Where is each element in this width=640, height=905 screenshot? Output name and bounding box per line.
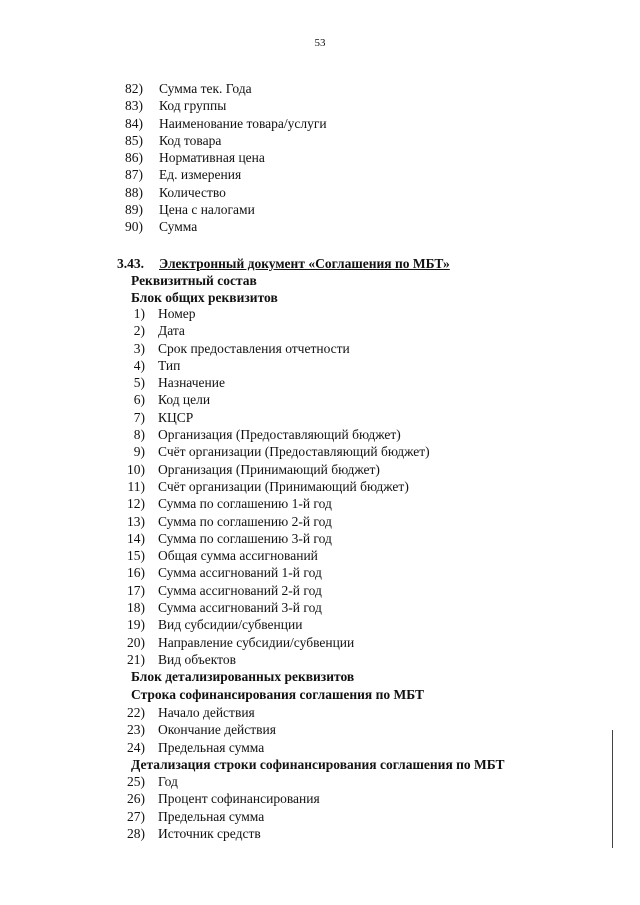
list-text: Номер <box>158 306 196 321</box>
list-text: Начало действия <box>158 705 255 720</box>
list-number-wrap <box>0 651 154 668</box>
list-number: 1) <box>133 306 145 321</box>
list-number-wrap <box>0 530 154 547</box>
list-text: Сумма по соглашению 2-й год <box>158 513 332 529</box>
list-item <box>0 478 640 495</box>
list-item <box>0 513 640 530</box>
list-item <box>0 166 640 183</box>
list-text: Код товара <box>159 132 222 148</box>
list-number: 90) <box>125 219 143 235</box>
section-number: 3.43. <box>117 256 144 271</box>
list-number: 11) <box>127 478 145 494</box>
list-number: 87) <box>125 167 143 183</box>
list-number-wrap <box>0 391 154 408</box>
list-number-wrap <box>0 426 154 443</box>
list-number-wrap <box>0 115 152 132</box>
list-item <box>0 409 640 426</box>
list-number-wrap <box>0 825 154 842</box>
list-number-wrap <box>0 599 154 616</box>
list-text: Год <box>158 774 178 789</box>
list-number-wrap <box>0 790 154 807</box>
list-text: Назначение <box>158 375 225 391</box>
list-item <box>0 115 640 132</box>
list-number-wrap <box>0 218 152 235</box>
list-item <box>0 391 640 408</box>
list-text: Общая сумма ассигнований <box>158 548 318 564</box>
list-item <box>0 651 640 668</box>
section-subtitle: Реквизитный состав <box>131 273 257 288</box>
list-number: 85) <box>125 132 143 148</box>
detail-row-heading: Детализация строки софинансирования соглашения по МБТ <box>131 757 505 772</box>
list-text: Предельная сумма <box>158 739 265 755</box>
list-item <box>0 305 640 322</box>
detail-items-list <box>0 773 640 842</box>
list-text: Дата <box>158 323 185 339</box>
list-item <box>0 426 640 443</box>
list-number: 14) <box>127 530 145 546</box>
list-number-wrap <box>0 322 154 339</box>
list-text: Организация (Предоставляющий бюджет) <box>158 427 401 443</box>
block-detailed-heading: Блок детализированных реквизитов <box>131 669 355 684</box>
list-number: 5) <box>133 375 145 391</box>
list-number: 83) <box>125 98 143 114</box>
list-item <box>0 322 640 339</box>
list-number-wrap <box>0 305 154 322</box>
list-number-wrap <box>0 564 154 581</box>
list-number-wrap <box>0 184 152 201</box>
list-number-wrap <box>0 201 152 218</box>
list-text: Сумма по соглашению 3-й год <box>158 530 332 546</box>
list-number-wrap <box>0 513 154 530</box>
list-number-wrap <box>0 704 154 721</box>
list-text: Сумма ассигнований 3-й год <box>158 600 322 616</box>
list-number: 6) <box>133 392 145 408</box>
list-text: Код группы <box>159 98 227 114</box>
list-text: Ед. измерения <box>159 167 242 183</box>
list-number: 19) <box>127 617 145 633</box>
list-number-wrap <box>0 634 154 651</box>
list-text: Организация (Принимающий бюджет) <box>158 461 380 477</box>
list-item <box>0 790 640 807</box>
cofinancing-items-list <box>0 704 640 756</box>
list-number: 8) <box>133 427 145 443</box>
margin-line <box>612 730 613 848</box>
list-item <box>0 97 640 114</box>
list-number-wrap <box>0 132 152 149</box>
list-number: 7) <box>133 409 145 425</box>
list-text: Сумма ассигнований 2-й год <box>158 582 322 598</box>
list-item <box>0 825 640 842</box>
list-item <box>0 616 640 633</box>
list-number: 4) <box>133 357 145 373</box>
list-text: Наименование товара/услуги <box>159 115 327 131</box>
list-number: 82) <box>125 81 143 96</box>
list-number: 15) <box>127 548 145 564</box>
list-number: 9) <box>133 444 145 460</box>
list-text: Сумма <box>159 219 198 235</box>
list-text: Направление субсидии/субвенции <box>158 634 355 650</box>
list-number: 21) <box>127 651 145 667</box>
list-number-wrap <box>0 80 152 97</box>
list-number: 28) <box>127 825 145 841</box>
list-item <box>0 184 640 201</box>
list-item <box>0 773 640 790</box>
list-item <box>0 530 640 547</box>
list-number-wrap <box>0 166 152 183</box>
list-number-wrap <box>0 374 154 391</box>
list-number: 27) <box>127 808 145 824</box>
list-item <box>0 721 640 738</box>
list-item <box>0 564 640 581</box>
list-text: Окончание действия <box>158 722 276 738</box>
list-text: Вид объектов <box>158 651 236 667</box>
list-text: Цена с налогами <box>159 202 255 218</box>
top-list <box>0 80 640 236</box>
list-number: 88) <box>125 184 143 200</box>
list-number: 3) <box>133 340 145 356</box>
list-number-wrap <box>0 149 152 166</box>
list-number: 10) <box>127 461 145 477</box>
list-item <box>0 704 640 721</box>
list-item <box>0 495 640 512</box>
list-number-wrap <box>0 721 154 738</box>
list-text: Срок предоставления отчетности <box>158 340 350 356</box>
list-item <box>0 218 640 235</box>
list-number: 89) <box>125 202 143 218</box>
list-item <box>0 461 640 478</box>
list-number: 24) <box>127 739 145 755</box>
list-text: Предельная сумма <box>158 808 265 824</box>
general-items-list <box>0 305 640 668</box>
list-number: 2) <box>133 323 145 339</box>
list-text: КЦСР <box>158 409 194 425</box>
list-text: Нормативная цена <box>159 150 265 166</box>
list-number-wrap <box>0 461 154 478</box>
block-general-heading: Блок общих реквизитов <box>131 290 278 305</box>
list-item <box>0 80 640 97</box>
list-number-wrap <box>0 808 154 825</box>
list-number-wrap <box>0 443 154 460</box>
list-number: 26) <box>127 791 145 807</box>
list-item <box>0 374 640 391</box>
list-text: Сумма по соглашению 1-й год <box>158 496 332 512</box>
list-item <box>0 201 640 218</box>
list-text: Источник средств <box>158 825 261 841</box>
list-text: Счёт организации (Предоставляющий бюджет) <box>158 444 430 460</box>
list-number-wrap <box>0 739 154 756</box>
list-item <box>0 340 640 357</box>
list-number-wrap <box>0 773 154 790</box>
list-number: 16) <box>127 565 145 581</box>
list-number: 86) <box>125 150 143 166</box>
list-text: Процент софинансирования <box>158 791 320 807</box>
list-item <box>0 634 640 651</box>
list-number: 22) <box>127 705 145 720</box>
cofinancing-row-heading: Строка софинансирования соглашения по МБТ <box>131 687 424 702</box>
list-text: Тип <box>158 357 181 373</box>
list-item <box>0 132 640 149</box>
list-number: 18) <box>127 600 145 616</box>
list-number: 17) <box>127 582 145 598</box>
list-number-wrap <box>0 582 154 599</box>
list-number: 20) <box>127 634 145 650</box>
list-item <box>0 149 640 166</box>
list-text: Количество <box>159 184 226 200</box>
list-item <box>0 443 640 460</box>
list-item <box>0 357 640 374</box>
list-number-wrap <box>0 340 154 357</box>
list-number-wrap <box>0 97 152 114</box>
list-number-wrap <box>0 357 154 374</box>
list-number: 13) <box>127 513 145 529</box>
list-item <box>0 547 640 564</box>
section-heading <box>117 256 450 272</box>
page-number: 53 <box>314 37 326 49</box>
list-item <box>0 808 640 825</box>
list-item <box>0 582 640 599</box>
list-number-wrap <box>0 616 154 633</box>
list-text: Счёт организации (Принимающий бюджет) <box>158 478 409 494</box>
list-text: Сумма тек. Года <box>159 81 252 96</box>
section-title: Электронный документ «Соглашения по МБТ» <box>159 256 450 271</box>
list-number-wrap <box>0 409 154 426</box>
list-number: 25) <box>127 774 145 789</box>
list-number-wrap <box>0 495 154 512</box>
list-text: Сумма ассигнований 1-й год <box>158 565 322 581</box>
list-number: 23) <box>127 722 145 738</box>
list-text: Код цели <box>158 392 211 408</box>
list-item <box>0 599 640 616</box>
list-number-wrap <box>0 478 154 495</box>
list-item <box>0 739 640 756</box>
list-text: Вид субсидии/субвенции <box>158 617 303 633</box>
list-number: 12) <box>127 496 145 512</box>
list-number-wrap <box>0 547 154 564</box>
list-number: 84) <box>125 115 143 131</box>
